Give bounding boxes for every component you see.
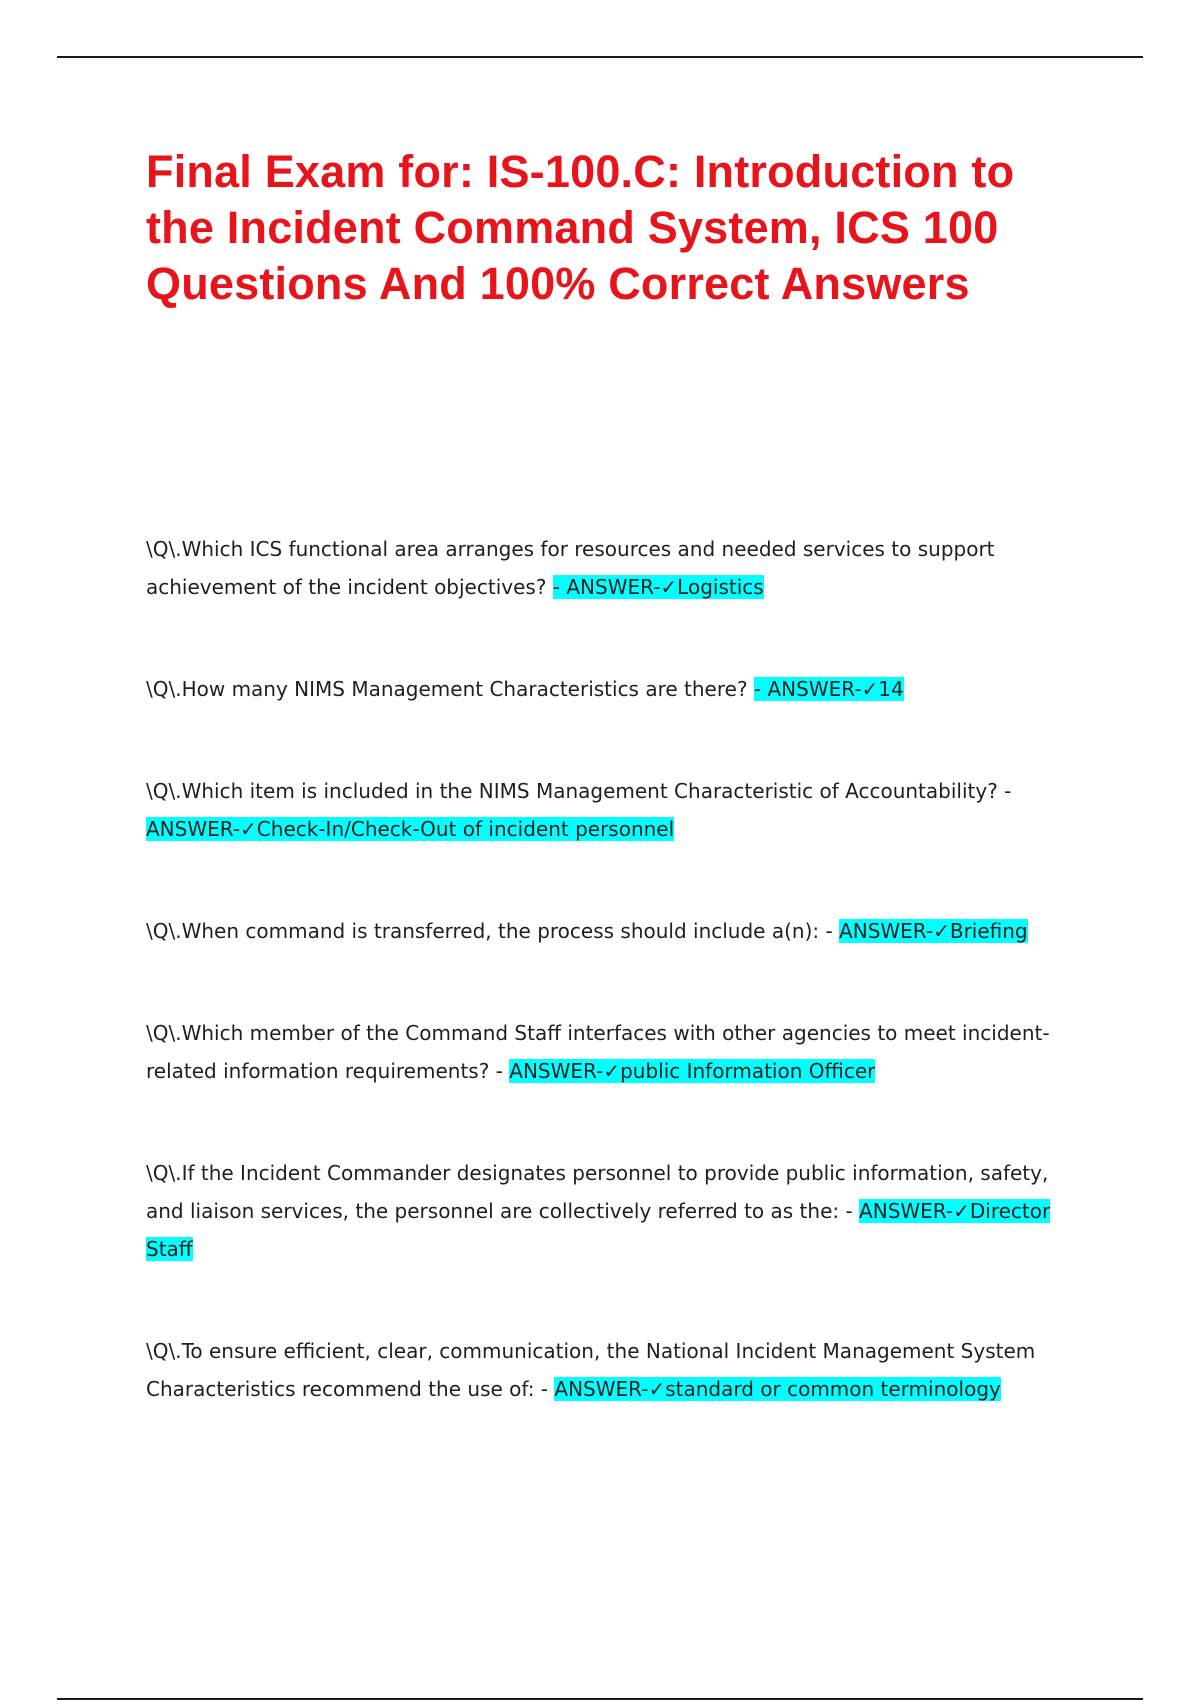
question-text: \Q\.To ensure efficient, clear, communication, the National Incident Management System Characteristics recommend the use of: - [146, 1339, 1036, 1401]
answer-text: - ANSWER-✓Logistics [552, 575, 764, 599]
question-text: \Q\.How many NIMS Management Characteristics are there? [146, 677, 754, 701]
answer-text: ANSWER-✓Director Staff [146, 1199, 1051, 1261]
qa-item [146, 1332, 1086, 1408]
question-text: \Q\.When command is transferred, the process should include a(n): - [146, 919, 840, 943]
answer-text: ANSWER-✓Check-In/Check-Out of incident personnel [146, 817, 675, 841]
question-text: \Q\.If the Incident Commander designates personnel to provide public information, safety, and liaison services, the personnel are collectively referred to as the: - [146, 1161, 1049, 1223]
qa-item [146, 1154, 1086, 1268]
answer-text: ANSWER-✓Briefing [839, 919, 1028, 943]
qa-item [146, 1014, 1086, 1090]
answer-text: ANSWER-✓standard or common terminology [554, 1377, 1001, 1401]
document-title: Final Exam for: IS-100.C: Introduction to the Incident Command System, ICS 100 Questions And 100% Correct Answers [146, 146, 1015, 309]
qa-item [146, 530, 1086, 606]
question-text: \Q\.Which item is included in the NIMS Management Characteristic of Accountability? - [146, 779, 1012, 803]
top-rule [57, 56, 1143, 58]
qa-list [146, 530, 1086, 1408]
answer-text: ANSWER-✓public Information Officer [509, 1059, 876, 1083]
qa-item [146, 670, 1086, 708]
question-text: \Q\.Which member of the Command Staff interfaces with other agencies to meet incident-related information requirements? - [146, 1021, 1050, 1083]
qa-item [146, 912, 1086, 950]
qa-item [146, 772, 1086, 848]
question-text: \Q\.Which ICS functional area arranges for resources and needed services to support achievement of the incident objectives? [146, 537, 995, 599]
answer-text: - ANSWER-✓14 [753, 677, 904, 701]
